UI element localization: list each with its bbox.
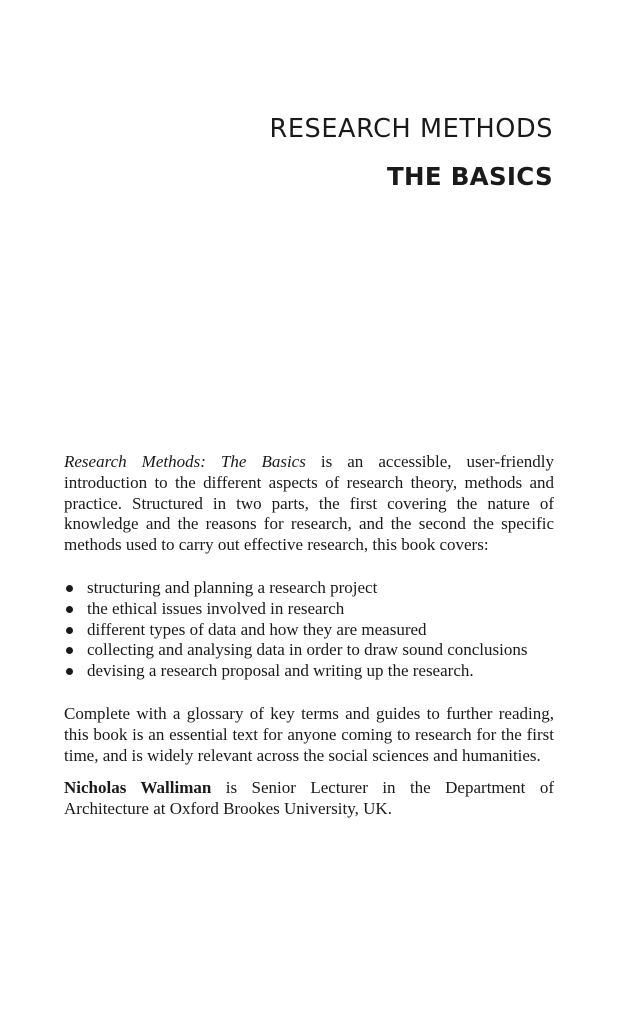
list-item-text: structuring and planning a research project bbox=[87, 577, 378, 597]
coverage-list bbox=[64, 578, 554, 682]
intro-paragraph bbox=[64, 452, 554, 556]
list-item bbox=[64, 661, 554, 682]
intro-book-title: Research Methods: The Basics bbox=[64, 452, 306, 471]
book-subtitle: THE BASICS bbox=[387, 162, 553, 191]
list-item-text: devising a research proposal and writing up the research. bbox=[87, 661, 474, 681]
blurb bbox=[64, 452, 554, 820]
list-item bbox=[64, 578, 554, 599]
list-item-text: collecting and analysing data in order to draw sound conclusions bbox=[87, 640, 528, 660]
closing-paragraph: Complete with a glossary of key terms and guides to further reading, this book is an essential text for anyone coming to research for the first time, and is widely relevant across the social sciences and humanities. bbox=[64, 703, 554, 765]
list-item bbox=[64, 620, 554, 641]
book-title: RESEARCH METHODS bbox=[269, 114, 553, 144]
author-bio: is Senior Lecturer in the Department of Architecture at Oxford Brookes University, UK. bbox=[64, 778, 554, 819]
bullet-icon bbox=[66, 668, 73, 675]
bullet-icon bbox=[66, 585, 73, 592]
book-title-block bbox=[270, 112, 553, 194]
list-item bbox=[64, 599, 554, 620]
intro-text: is an accessible, user-friendly introduction to the different aspects of research theory, methods and practice. Structured in two parts, the first covering the nature of knowledge and the reasons for research, and the second the specific methods used to carry out effective research, this book covers: bbox=[64, 452, 555, 555]
bullet-icon bbox=[66, 627, 73, 634]
author-paragraph bbox=[64, 778, 554, 820]
list-item-text: the ethical issues involved in research bbox=[87, 598, 345, 618]
bullet-icon bbox=[66, 606, 73, 613]
author-name: Nicholas Walliman bbox=[64, 778, 212, 798]
bullet-icon bbox=[66, 647, 73, 654]
list-item bbox=[64, 640, 554, 661]
list-item-text: different types of data and how they are measured bbox=[87, 619, 427, 639]
